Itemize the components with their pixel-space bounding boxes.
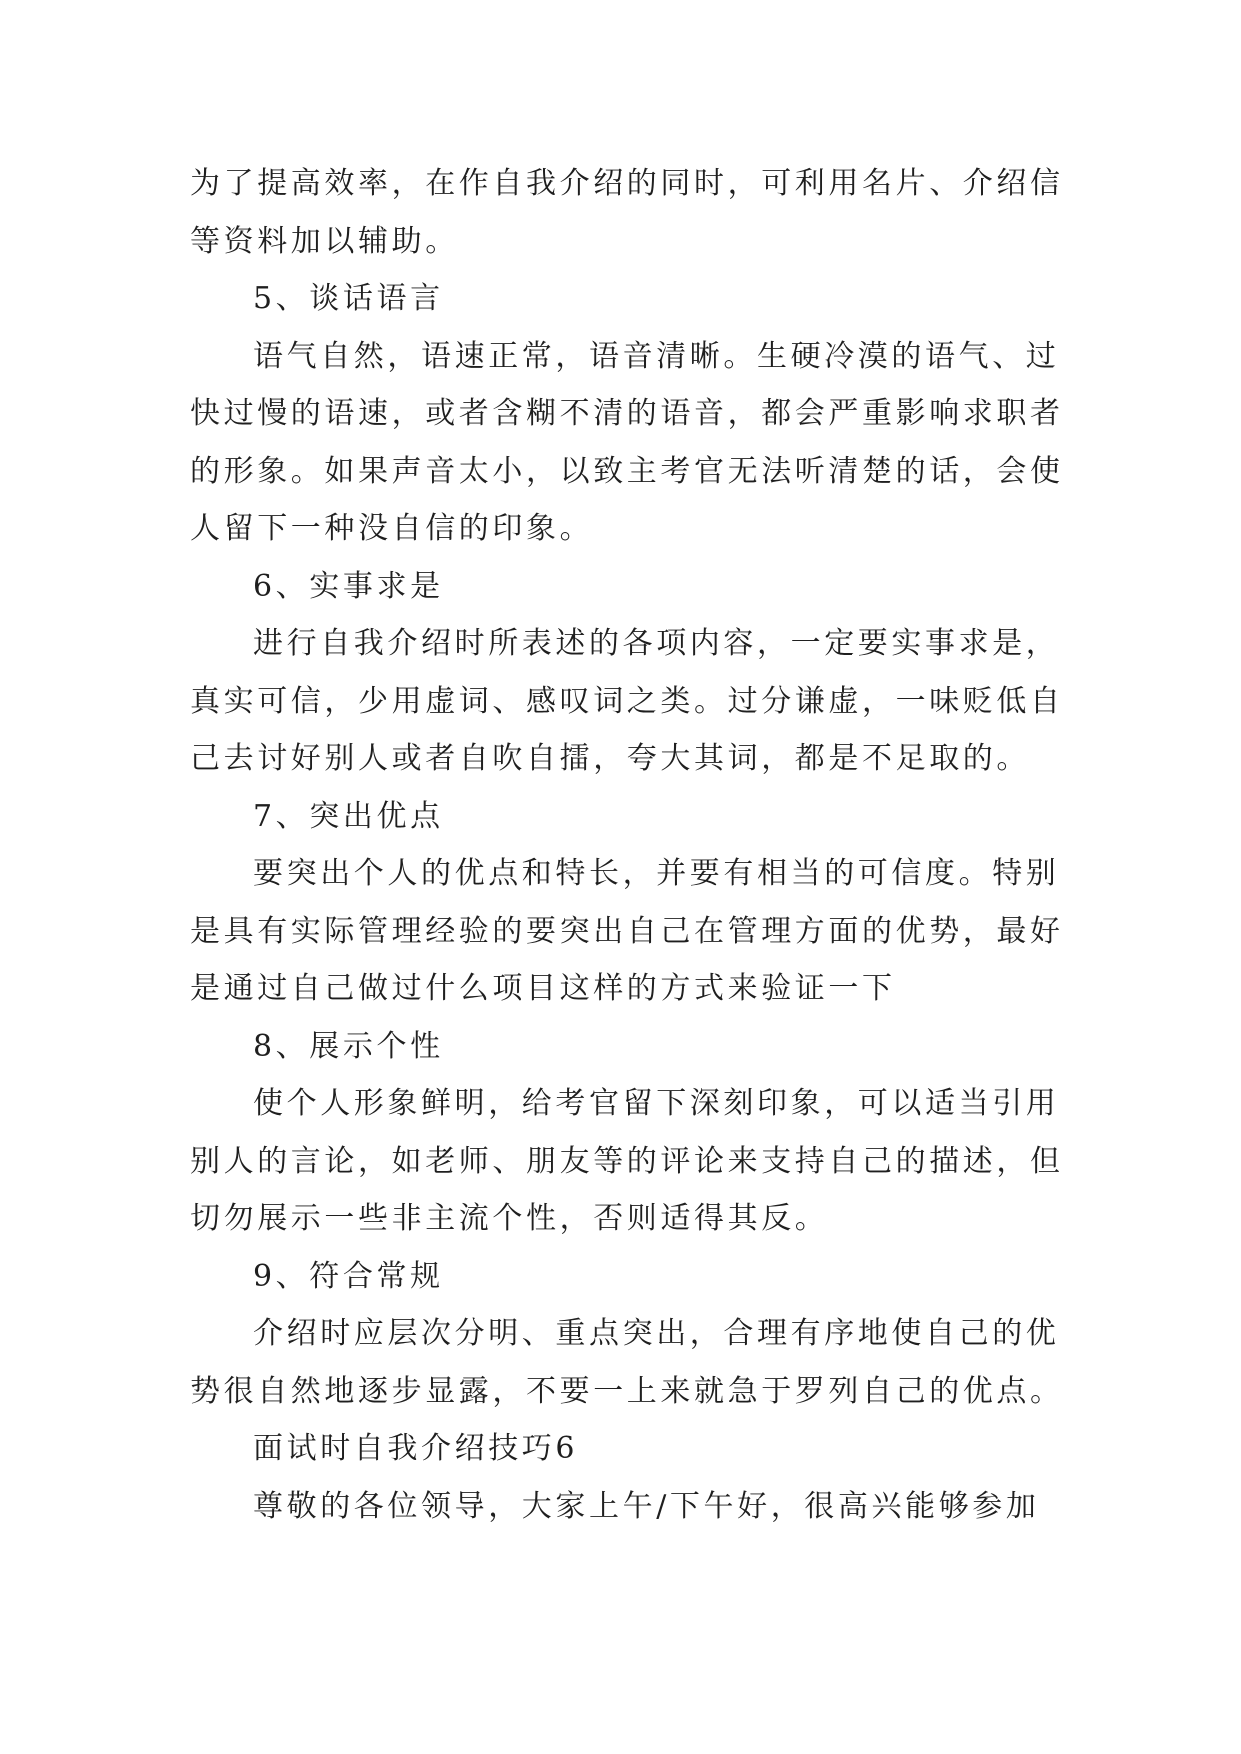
text-line: 等资料加以辅助。 bbox=[190, 224, 459, 259]
text-line: 使个人形象鲜明，给考官留下深刻印象，可以适当引用 bbox=[253, 1086, 1060, 1121]
text-line: 是具有实际管理经验的要突出自己在管理方面的优势，最好 bbox=[190, 914, 1064, 949]
text-line: 别人的言论，如老师、朋友等的评论来支持自己的描述，但 bbox=[190, 1144, 1064, 1179]
section-heading: 8、展示个性 bbox=[253, 1029, 444, 1064]
text-line: 人留下一种没自信的印象。 bbox=[190, 511, 594, 546]
text-line: 尊敬的各位领导，大家上午/下午好，很高兴能够参加 bbox=[253, 1489, 1040, 1524]
text-line: 的形象。如果声音太小，以致主考官无法听清楚的话，会使 bbox=[190, 454, 1064, 489]
section-heading: 5、谈话语言 bbox=[253, 281, 444, 316]
text-line: 要突出个人的优点和特长，并要有相当的可信度。特别 bbox=[253, 856, 1060, 891]
text-line: 真实可信，少用虚词、感叹词之类。过分谦虚，一味贬低自 bbox=[190, 684, 1064, 719]
text-line: 介绍时应层次分明、重点突出，合理有序地使自己的优 bbox=[253, 1316, 1060, 1351]
section-heading: 9、符合常规 bbox=[253, 1259, 444, 1294]
text-line: 己去讨好别人或者自吹自擂，夸大其词，都是不足取的。 bbox=[190, 741, 1030, 776]
text-line: 快过慢的语速，或者含糊不清的语音，都会严重影响求职者 bbox=[190, 396, 1064, 431]
text-line: 势很自然地逐步显露，不要一上来就急于罗列自己的优点。 bbox=[190, 1374, 1064, 1409]
text-line: 语气自然，语速正常，语音清晰。生硬冷漠的语气、过 bbox=[253, 339, 1060, 374]
text-line: 进行自我介绍时所表述的各项内容，一定要实事求是， bbox=[253, 626, 1060, 661]
text-line: 是通过自己做过什么项目这样的方式来验证一下 bbox=[190, 971, 896, 1006]
section-heading: 6、实事求是 bbox=[253, 569, 444, 604]
section-heading: 面试时自我介绍技巧6 bbox=[253, 1431, 579, 1466]
text-line: 为了提高效率，在作自我介绍的同时，可利用名片、介绍信 bbox=[190, 166, 1064, 201]
section-heading: 7、突出优点 bbox=[253, 799, 444, 834]
text-line: 切勿展示一些非主流个性，否则适得其反。 bbox=[190, 1201, 829, 1236]
